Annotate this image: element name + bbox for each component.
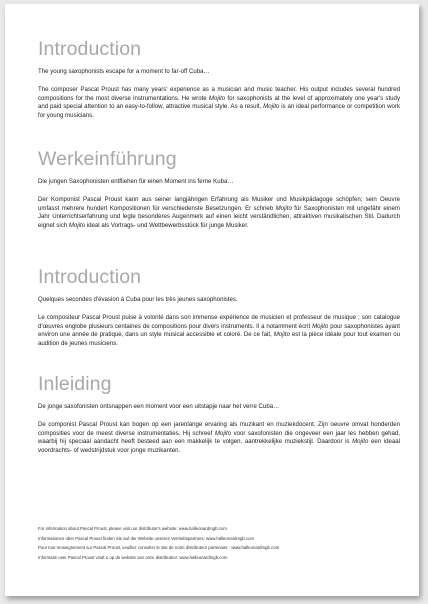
section-heading: Werkeinführung xyxy=(38,148,177,170)
section-french xyxy=(38,266,400,348)
footer-line-french: Pour tout renseignement sur Pascal Proust, veuillez consulter le site de notre distributeur partenaire : www.halleonardmgb.com xyxy=(38,545,280,550)
footer-line-english: For information about Pascal Proust, please visit our distributor's website: www.halleonardmgb.com xyxy=(38,526,227,531)
section-body xyxy=(38,314,400,348)
body-text: ideal als Vortrags- und Wettbewerbsstück für junge Musiker. xyxy=(85,221,249,229)
section-intro: De jonge saxofonisten ontsnappen een moment voor een uitstapje naar het verre Cuba… xyxy=(38,403,280,410)
section-intro: Quelques secondes d'évasion à Cuba pour les très jeunes saxophonistes. xyxy=(38,296,238,303)
section-intro: The young saxophonists escape for a moment to far-off Cuba… xyxy=(38,68,210,75)
footer-line-german: Informationen über Pascal Proust finden Sie auf der Website unseres Vertriebspartners: www.halleonardmgb.com xyxy=(38,535,255,541)
body-text: De componist Pascal Proust kan bogen op een jarenlange ervaring als muzikant en muziekdocent. Zijn oeuvre omvat honderden composities voor de meest diverse instrumentaties. Hij schreef xyxy=(38,421,400,437)
title-italic: Mojito xyxy=(263,103,280,110)
body-text: for saxophonists at the level of approximately one year's study and paid special attention to an easy-to-follow, attractive musical style. As a result, xyxy=(38,94,400,110)
section-dutch xyxy=(38,373,400,455)
body-text: The composer Pascal Proust has many years' experience as a musician and music teacher. His output includes several hundred compositions for the most diverse instrumentations. He wrote xyxy=(38,86,400,102)
body-text: für Saxophonisten mit ungefähr einem Jahr Unterrichtserfahrung und legte besonderes Augenmerk auf einen leicht verständlichen, attraktiven musikalischen Stil. Dadurch eignet sich xyxy=(38,204,400,229)
section-body xyxy=(38,421,400,455)
body-text: est la pièce idéale pour tout examen ou audition de jeunes musiciens. xyxy=(38,331,400,347)
body-text: Le compositeur Pascal Proust puise à volonté dans son immense expérience de musicien et professeur de musique ; son catalogue d'œuvres englobe plusieurs centaines de compositions pour divers instruments. Il a notamment écrit xyxy=(38,314,400,330)
section-heading: Introduction xyxy=(38,266,142,288)
footer-line-dutch: Informatie over Pascal Proust vindt u op de website van onze distributeur: www.halleonardmgb.com xyxy=(38,554,228,560)
title-italic: Mojito xyxy=(214,429,232,437)
section-body xyxy=(38,196,400,230)
title-italic: Mojito xyxy=(352,438,369,445)
section-german xyxy=(38,148,400,230)
body-text: voor saxofonisten die ongeveer een jaar les hebben gehad, waarbij hij speciaal aandacht heeft besteed aan een makkelijk te volgen, aantrekkelijke muziekstijl. Daardoor is xyxy=(38,429,400,445)
document-page xyxy=(5,4,419,596)
body-text: Der Komponist Pascal Proust kann aus seiner langjährigen Erfahrung als Musiker und Musikpädagoge schöpfen; sein Oeuvre umfasst mehrere hundert Kompositionen für verschiedenste Besetzungen. Er schrieb xyxy=(38,196,400,212)
body-text: een ideaal voordrachts- of wedstrijdstuk voor jonge muzikanten. xyxy=(38,438,400,454)
section-body xyxy=(38,86,400,120)
body-text: is an ideal performance or competition work for young musicians. xyxy=(38,103,401,119)
section-intro: Die jungen Saxophonisten entfliehen für einen Moment ins ferne Kuba… xyxy=(38,178,234,185)
title-italic: Mojito xyxy=(273,331,290,338)
footer-notes xyxy=(38,524,400,562)
title-italic: Mojito xyxy=(275,204,292,212)
section-heading: Introduction xyxy=(38,38,142,60)
body-text: pour saxophonistes ayant environ une année de pratique, dans un style musical accessible et coloré. De ce fait, xyxy=(38,322,400,338)
title-italic: Mojito xyxy=(312,322,329,330)
section-heading: Inleiding xyxy=(38,373,112,395)
title-italic: Mojito xyxy=(68,221,86,229)
title-italic: Mojito xyxy=(208,94,226,102)
section-english xyxy=(38,38,400,120)
